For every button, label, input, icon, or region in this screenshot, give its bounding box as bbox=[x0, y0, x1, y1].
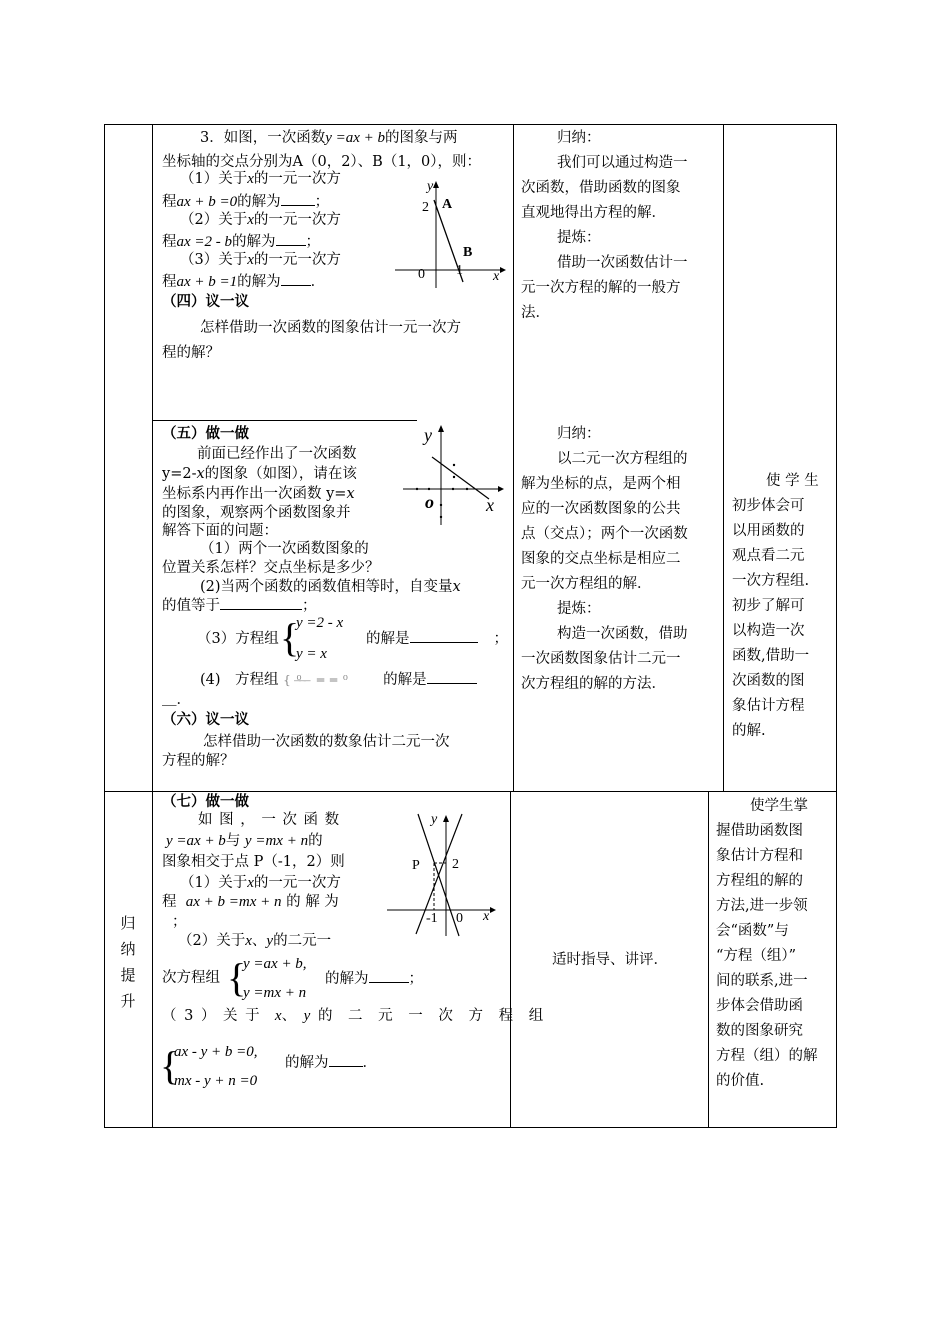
text: 的一元一次方 bbox=[253, 875, 341, 891]
equation: y =ax + b bbox=[325, 130, 386, 146]
goal-2-line-8: 函数,借助一 bbox=[732, 648, 810, 664]
y-axis-arrow bbox=[433, 181, 439, 188]
answer-blank[interactable] bbox=[220, 595, 302, 610]
summary-2-line-6: 图象的交点坐标是相应二 bbox=[521, 551, 681, 567]
problem-3-q1-line-1 bbox=[180, 167, 341, 191]
text: （2）关于 bbox=[180, 212, 248, 228]
problem-3-line-1 bbox=[200, 126, 458, 150]
text: y=2- bbox=[162, 466, 197, 482]
equation: ax + b =1 bbox=[176, 274, 238, 290]
goal-2-line-9: 次函数的图 bbox=[732, 673, 805, 689]
system-eq-2: y =mx + n bbox=[243, 985, 307, 1001]
summary-2-line-9: 构造一次函数，借助 bbox=[557, 626, 688, 642]
origin-label: 0 bbox=[456, 911, 463, 926]
goal-3-line-1: 使学生掌 bbox=[750, 798, 808, 814]
goal-3-line-6: 会“函数”与 bbox=[716, 923, 789, 939]
text: 3．如图，一次函数 bbox=[200, 130, 326, 146]
grid-dot bbox=[440, 504, 442, 506]
section-7-line-5 bbox=[162, 890, 339, 914]
section-7-heading: （七）做一做 bbox=[162, 793, 249, 810]
goal-2-line-5: 一次方程组. bbox=[732, 573, 810, 589]
goal-3-line-7: “方程（组）” bbox=[716, 948, 797, 964]
x-axis-label: x bbox=[493, 269, 500, 284]
variable: x bbox=[247, 252, 254, 268]
row-label-char-3: 提 bbox=[120, 966, 136, 984]
section-5-line-6: （1）两个一次函数图象的 bbox=[200, 541, 369, 557]
section-5-heading: （五）做一做 bbox=[162, 425, 249, 442]
system-eq-1: y =2 - x bbox=[296, 615, 344, 631]
equation: ax =2 - b bbox=[176, 234, 233, 250]
summary-2-line-10: 一次函数图象估计二元一 bbox=[521, 651, 681, 667]
text: （3）关于 bbox=[180, 252, 248, 268]
summary-2-line-3: 解为坐标的点，是两个相 bbox=[521, 476, 681, 492]
col-divider-3a bbox=[723, 124, 724, 791]
text: 的解为 bbox=[237, 194, 281, 210]
system-eq-1: y =ax + b, bbox=[243, 956, 307, 972]
summary-1-line-8: 法． bbox=[521, 305, 550, 321]
answer-blank[interactable] bbox=[276, 229, 306, 246]
grid-dot bbox=[453, 476, 455, 478]
summary-2-line-11: 次方程组的解的方法． bbox=[521, 676, 666, 692]
text: （1）关于 bbox=[180, 875, 248, 891]
point-a-label: A bbox=[442, 197, 453, 212]
summary-2-line-4: 应的一次函数图象的公共 bbox=[521, 501, 681, 517]
graph-1 bbox=[390, 178, 510, 293]
goal-2-line-2: 初步体会可 bbox=[732, 498, 805, 514]
goal-3-line-4: 方程组的解的 bbox=[716, 873, 803, 889]
section-7-line-8-label: 次方程组 bbox=[162, 970, 220, 986]
goal-3-line-9: 步体会借助函 bbox=[716, 998, 803, 1014]
grid-dot bbox=[416, 488, 418, 490]
section-5-line-12: ＿． bbox=[162, 692, 191, 708]
summary-2-line-8: 提炼： bbox=[557, 601, 601, 617]
variable: x bbox=[452, 579, 461, 595]
text: ； bbox=[305, 234, 321, 250]
text: （2）关于 bbox=[178, 933, 246, 949]
text: 的图象与两 bbox=[385, 130, 458, 146]
system-eq-2: y = x bbox=[296, 646, 327, 662]
goal-2-line-4: 观点看二元 bbox=[732, 548, 805, 564]
row-divider-1 bbox=[152, 420, 417, 421]
x-axis-arrow bbox=[490, 907, 496, 913]
graph-3 bbox=[384, 806, 504, 941]
text: 程 bbox=[162, 274, 177, 290]
col-divider-1 bbox=[152, 124, 153, 1128]
text: (4) 方程组 bbox=[200, 672, 279, 688]
equation: y =mx + n bbox=[244, 833, 309, 849]
variable: x bbox=[346, 486, 355, 502]
text: 的一元一次方 bbox=[253, 212, 341, 228]
goal-3-line-3: 象估计方程和 bbox=[716, 848, 803, 864]
section-5-q3-tail bbox=[366, 627, 508, 651]
section-5-q4-line bbox=[200, 668, 477, 692]
summary-2-line-2: 以二元一次方程组的 bbox=[557, 451, 688, 467]
text: 、 bbox=[281, 1008, 297, 1024]
row-label-char-1: 归 bbox=[120, 914, 136, 932]
goal-2-line-7: 以构造一次 bbox=[732, 623, 805, 639]
x-axis-label: x bbox=[483, 909, 490, 924]
goal-3-line-2: 握借助函数图 bbox=[716, 823, 803, 839]
text: (2)当两个函数的函数值相等时，自变量 bbox=[200, 579, 453, 595]
goal-2-line-6: 初步了解可 bbox=[732, 598, 805, 614]
system-eq-4: mx - y + n =0 bbox=[174, 1073, 258, 1089]
answer-blank[interactable] bbox=[410, 628, 478, 643]
goal-3-line-12: 的价值. bbox=[716, 1073, 765, 1089]
x-tick-label: -1 bbox=[426, 911, 438, 926]
answer-blank[interactable] bbox=[369, 966, 409, 983]
equation: ax + b =mx + n bbox=[185, 894, 282, 910]
text: 的解为 bbox=[232, 234, 276, 250]
text: ； bbox=[302, 598, 317, 614]
equation: ax + b =0 bbox=[176, 194, 238, 210]
y-axis-arrow bbox=[438, 425, 444, 432]
variable: x bbox=[247, 875, 254, 891]
section-7-line-10-tail bbox=[285, 1050, 377, 1075]
y-axis-label: y bbox=[424, 425, 432, 445]
text: 的一元一次方 bbox=[253, 171, 341, 187]
col-divider-2a bbox=[513, 124, 514, 791]
summary-1-line-5: 提炼： bbox=[557, 230, 601, 246]
text: 与 bbox=[225, 833, 241, 849]
grid-dot bbox=[453, 464, 455, 466]
text: 的值等于 bbox=[162, 598, 220, 614]
answer-blank[interactable] bbox=[329, 1050, 363, 1067]
text: 坐标系内再作出一次函数 y= bbox=[162, 486, 347, 502]
variable: x bbox=[247, 171, 254, 187]
section-6-body-2: 方程的解？ bbox=[162, 753, 235, 769]
goal-2-line-3: 以用函数的 bbox=[732, 523, 805, 539]
table-border-top bbox=[104, 124, 837, 125]
table-border-left bbox=[104, 124, 105, 1128]
origin-label: 0 bbox=[418, 267, 425, 282]
goal-3-line-11: 方程（组）的解 bbox=[716, 1048, 818, 1064]
garbled-system: { ⁰̶ ̶ ̶ ═ ═ ⁰ bbox=[283, 673, 349, 687]
goal-3-line-5: 方法,进一步领 bbox=[716, 898, 808, 914]
origin-label: o bbox=[425, 492, 434, 512]
summary-2-line-5: 点（交点）；两个一次函数 bbox=[521, 526, 688, 542]
variable: x bbox=[245, 933, 252, 949]
text: 的解是 bbox=[366, 631, 410, 647]
text: 的 二 元 一 次 方 程 组 bbox=[317, 1008, 548, 1024]
system-eq-3: ax - y + b =0, bbox=[174, 1044, 258, 1060]
point-b-label: B bbox=[463, 245, 473, 260]
text: 、 bbox=[251, 933, 267, 949]
table-border-right bbox=[836, 124, 837, 1128]
summary-1-line-7: 元一次方程的解的一般方 bbox=[521, 280, 681, 296]
section-4-body-2: 程的解？ bbox=[162, 345, 220, 361]
section-5-line-1: 前面已经作出了一次函数 bbox=[197, 446, 357, 462]
row-label-char-4: 升 bbox=[120, 992, 136, 1010]
text: 程 bbox=[162, 894, 177, 910]
text: ． bbox=[310, 274, 326, 290]
text: 程 bbox=[162, 194, 177, 210]
section-7-line-3: 图象相交于点 P（-1，2）则 bbox=[162, 854, 345, 870]
section-4-heading: （四）议一议 bbox=[162, 293, 249, 310]
summary-2-line-7: 元一次方程组的解． bbox=[521, 576, 652, 592]
goal-3-line-10: 数的图象研究 bbox=[716, 1023, 803, 1039]
grid-dot bbox=[428, 488, 430, 490]
summary-1-line-1: 归纳： bbox=[557, 130, 601, 146]
variable: x bbox=[196, 466, 205, 482]
section-5-q3-label: （3）方程组 bbox=[197, 631, 279, 647]
y-tick-label: 2 bbox=[452, 857, 459, 872]
summary-2-line-1: 归纳： bbox=[557, 426, 601, 442]
equation: y =ax + b bbox=[166, 833, 226, 849]
summary-1-line-2: 我们可以通过构造一 bbox=[557, 155, 688, 171]
text: ． bbox=[362, 1055, 377, 1071]
section-7-line-1: 如 图 ， 一 次 函 数 bbox=[198, 812, 340, 828]
summary-1-line-6: 借助一次函数估计一 bbox=[557, 255, 688, 271]
text: 的解为 bbox=[325, 971, 369, 987]
text: 的 bbox=[308, 833, 323, 849]
text: 程 bbox=[162, 234, 177, 250]
text: （1）关于 bbox=[180, 171, 248, 187]
graph-2 bbox=[398, 420, 513, 530]
y-axis-label: y bbox=[427, 179, 434, 194]
summary-1-line-3: 次函数，借助函数的图象 bbox=[521, 180, 681, 196]
answer-blank[interactable] bbox=[281, 189, 315, 206]
goal-2-line-10: 象估计方程 bbox=[732, 698, 805, 714]
section-5-line-7: 位置关系怎样？交点坐标是多少？ bbox=[162, 560, 380, 576]
section-4-body-1: 怎样借助一次函数的图象估计一元一次方 bbox=[200, 320, 461, 336]
x-intercept-label: 1 bbox=[456, 263, 463, 278]
variable: x bbox=[247, 212, 254, 228]
text: 的解是 bbox=[383, 672, 427, 688]
brace: { bbox=[280, 615, 300, 660]
answer-blank[interactable] bbox=[281, 269, 311, 286]
text: ； bbox=[408, 971, 423, 987]
x-axis-label: x bbox=[486, 495, 494, 515]
y-axis-label: y bbox=[431, 812, 438, 827]
col-divider-3b bbox=[708, 791, 709, 1128]
text: 的解为 bbox=[285, 1055, 329, 1071]
section-5-line-4: 的图象，观察两个函数图象并 bbox=[162, 505, 351, 521]
grid-dot bbox=[466, 488, 468, 490]
text: ； bbox=[172, 914, 187, 930]
brace: { bbox=[227, 955, 247, 1000]
text: 的一元一次方 bbox=[253, 252, 341, 268]
x-axis-arrow bbox=[498, 486, 504, 492]
text: ； bbox=[314, 194, 330, 210]
goal-2-line-1: 使 学 生 bbox=[766, 473, 819, 489]
section-7-line-7 bbox=[178, 929, 331, 953]
section-6-body-1: 怎样借助一次函数的数象估计二元一次 bbox=[203, 734, 450, 750]
section-5-line-5: 解答下面的问题： bbox=[162, 523, 278, 539]
col-divider-2b bbox=[510, 791, 511, 1128]
goal-2-line-11: 的解. bbox=[732, 723, 766, 739]
grid-dot bbox=[452, 488, 454, 490]
section-6-heading: （六）议一议 bbox=[162, 711, 249, 728]
problem-3-line-2: 坐标轴的交点分别为A（0，2）、B（1，0），则： bbox=[162, 154, 482, 170]
grid-dot bbox=[440, 516, 442, 518]
variable: y bbox=[303, 1008, 311, 1024]
summary-1-line-4: 直观地得出方程的解． bbox=[521, 205, 666, 221]
text: ； bbox=[493, 631, 508, 647]
row-label-char-2: 纳 bbox=[120, 940, 136, 958]
text: 的二元一 bbox=[273, 933, 332, 949]
section-7-line-8-tail bbox=[325, 966, 423, 991]
y-intercept-label: 2 bbox=[422, 200, 429, 215]
text: （ 3 ） 关 于 bbox=[162, 1008, 260, 1024]
text: 的图象（如图），请在该 bbox=[204, 466, 357, 482]
text: 的 解 为 bbox=[286, 894, 339, 910]
x-axis-arrow bbox=[500, 267, 506, 273]
brace: { bbox=[160, 1043, 180, 1088]
answer-blank[interactable] bbox=[162, 912, 172, 926]
guidance-text: 适时指导、讲评． bbox=[552, 952, 668, 968]
y-axis-arrow bbox=[443, 815, 449, 822]
text: 的解为 bbox=[237, 274, 281, 290]
answer-blank[interactable] bbox=[427, 669, 477, 684]
goal-3-line-8: 间的联系,进一 bbox=[716, 973, 808, 989]
variable: x bbox=[274, 1008, 282, 1024]
section-7-line-9 bbox=[162, 1004, 547, 1028]
point-p-label: P bbox=[412, 858, 420, 873]
variable: y bbox=[266, 933, 274, 949]
table-border-bottom bbox=[104, 1127, 837, 1128]
